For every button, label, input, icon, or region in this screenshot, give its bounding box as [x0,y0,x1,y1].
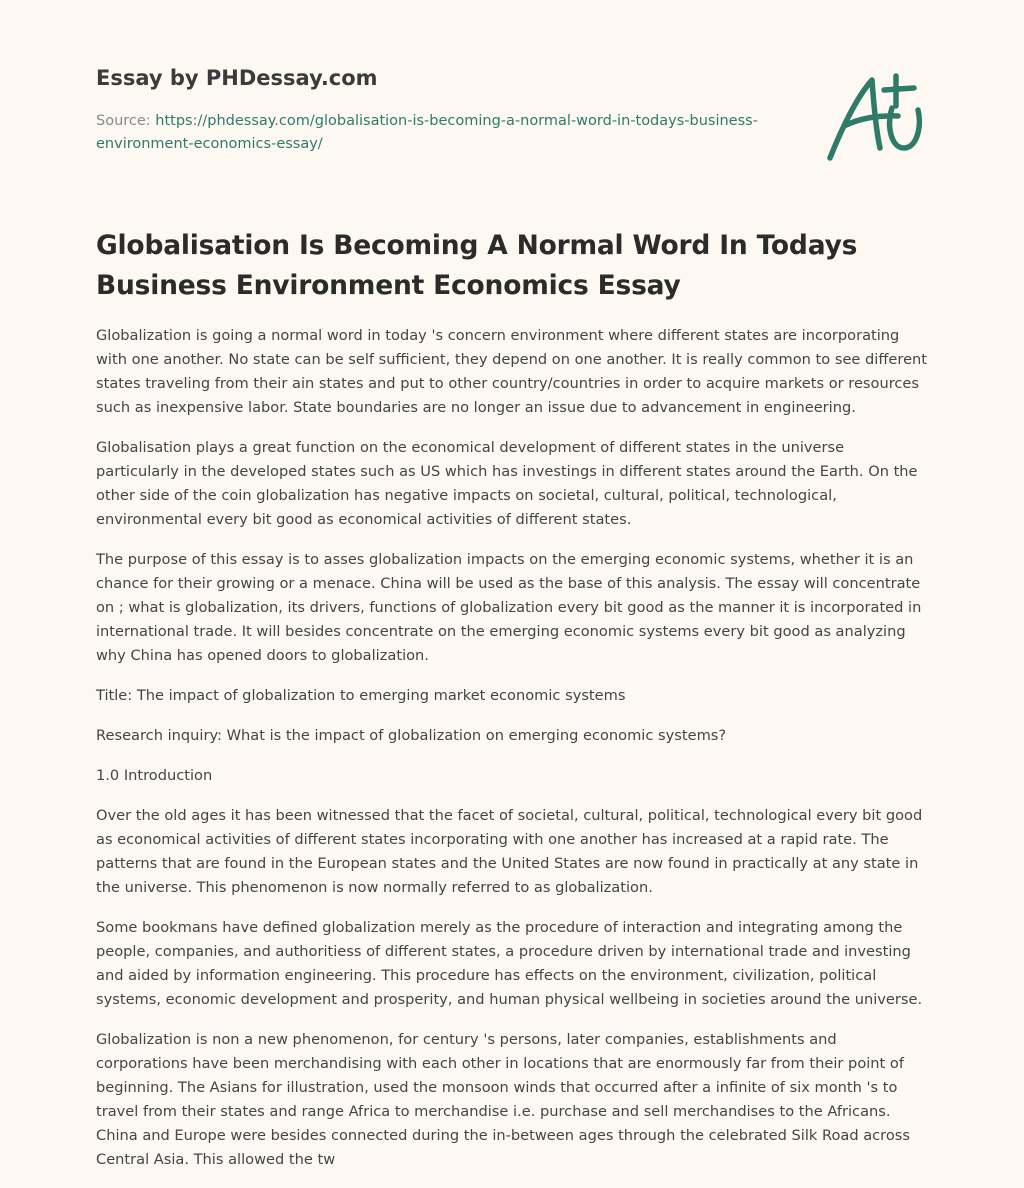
source-line [96,110,776,156]
paragraph: Title: The impact of globalization to emerging market economic systems [96,687,626,704]
paragraph: Over the old ages it has been witnessed that the facet of societal, cultural, political, technological every bit good as economical activities of different states incorporating with one another has increased at a rapid rate. The patterns that are found in the European states and the United States are now found in practically at any state in the universe. This phenomenon is now normally referred to as globalization. [96,807,923,896]
paragraph: Globalization is non a new phenomenon, for century 's persons, later companies, establishments and corporations have been merchandising with each other in locations that are enormously far from their point of beginning. The Asians for illustration, used the monsoon winds that occurred after a infinite of six month 's to travel from their states and range Africa to merchandise i.e. purchase and sell merchandises to the Africans. China and Europe were besides connected during the in-between ages through the celebrated Silk Road across Central Asia. This allowed the tw [96,1031,910,1168]
site-brand: Essay by PHDessay.com [96,66,378,90]
paragraph: Globalisation plays a great function on the economical development of different states in the universe particularly in the developed states such as US which has investings in different states around the Earth. On the other side of the coin globalization has negative impacts on societal, cultural, political, technological, environmental every bit good as economical activities of different states. [96,439,918,528]
paragraph: The purpose of this essay is to asses globalization impacts on the emerging economic systems, whether it is an chance for their growing or a menace. China will be used as the base of this analysis. The essay will concentrate on ; what is globalization, its drivers, functions of globalization every bit good as the manner it is incorporated in international trade. It will besides concentrate on the emerging economic systems every bit good as analyzing why China has opened doors to globalization. [96,551,922,664]
source-label: Source: [96,113,151,129]
paragraph: 1.0 Introduction [96,767,213,784]
paragraph: Globalization is going a normal word in today 's concern environment where different states are incorporating with one another. No state can be self sufficient, they depend on one another. It is really common to see different states traveling from their ain states and put to other country/countries in order to acquire markets or resources such as inexpensive labor. State boundaries are no longer an issue due to advancement in engineering. [96,327,928,416]
a-plus-logo-icon [822,68,932,168]
paragraph: Some bookmans have defined globalization merely as the procedure of interaction and integrating among the people, companies, and authoritiess of different states, a procedure driven by international trade and investing and aided by information engineering. This procedure has effects on the environment, civilization, political systems, economic development and prosperity, and human physical wellbeing in societies around the universe. [96,919,923,1008]
page-header [96,62,776,156]
paragraph: Research inquiry: What is the impact of globalization on emerging economic systems? [96,727,727,744]
essay-body [96,324,930,1188]
source-link[interactable]: https://phdessay.com/globalisation-is-becoming-a-normal-word-in-todays-business-environment-economics-essay/ [96,113,758,152]
essay-title: Globalisation Is Becoming A Normal Word In Todays Business Environment Economics Essay [96,230,858,301]
